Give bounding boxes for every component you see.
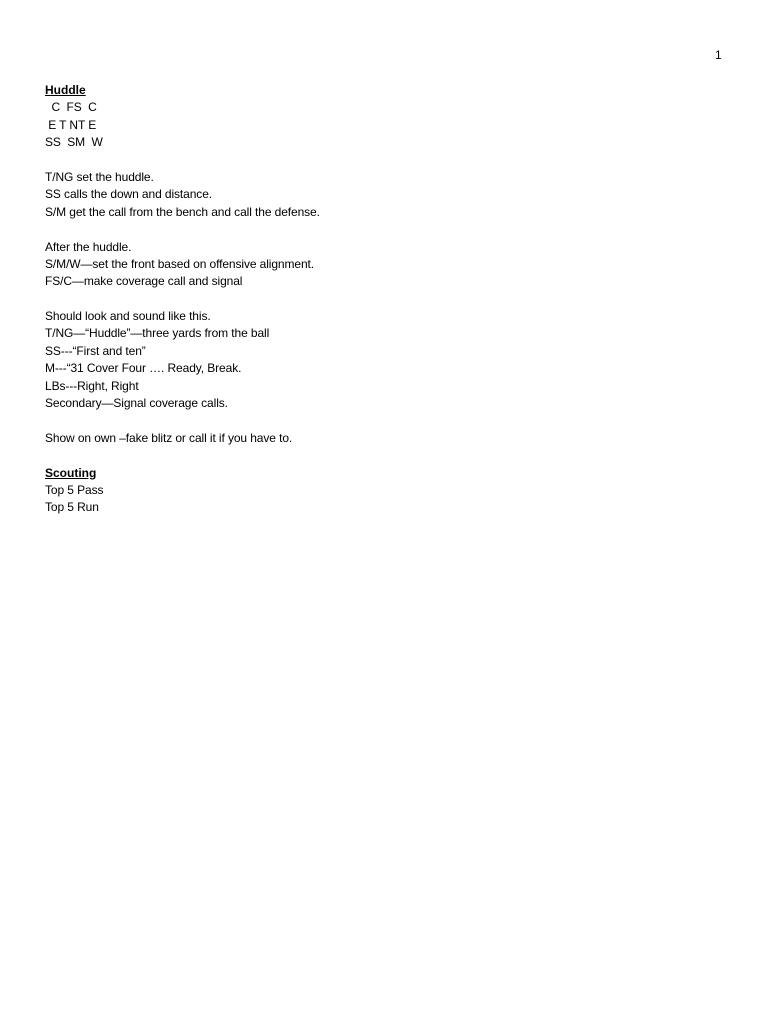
paragraph-line: Secondary—Signal coverage calls. <box>45 396 228 411</box>
paragraph-line: FS/C—make coverage call and signal <box>45 274 243 289</box>
spacer <box>45 291 725 308</box>
paragraph-line: LBs---Right, Right <box>45 378 139 393</box>
formation-line: SS SM W <box>45 135 103 150</box>
huddle-heading: Huddle <box>45 83 86 97</box>
paragraph-line: Should look and sound like this. <box>45 309 211 324</box>
paragraph-line: After the huddle. <box>45 239 132 254</box>
spacer <box>45 447 725 464</box>
paragraph-line: SS---“First and ten” <box>45 343 146 358</box>
paragraph-line: T/NG set the huddle. <box>45 169 154 184</box>
formation-line: E T NT E <box>45 117 97 132</box>
scouting-heading: Scouting <box>45 465 97 480</box>
list-item: Top 5 Run <box>45 500 99 515</box>
list-item: Top 5 Pass <box>45 482 104 497</box>
paragraph-line: T/NG—“Huddle”—three yards from the ball <box>45 326 270 341</box>
paragraph-line: Show on own –fake blitz or call it if you have to. <box>45 430 293 445</box>
spacer <box>45 152 725 169</box>
spacer <box>45 412 725 429</box>
document-body <box>45 82 725 517</box>
paragraph-line: M---“31 Cover Four …. Ready, Break. <box>45 361 242 376</box>
formation-line: C FS C <box>45 100 97 115</box>
page-number: 1 <box>715 48 722 62</box>
paragraph-line: S/M/W—set the front based on offensive alignment. <box>45 256 315 271</box>
paragraph-line: S/M get the call from the bench and call the defense. <box>45 204 320 219</box>
paragraph-line: SS calls the down and distance. <box>45 187 213 202</box>
spacer <box>45 221 725 238</box>
